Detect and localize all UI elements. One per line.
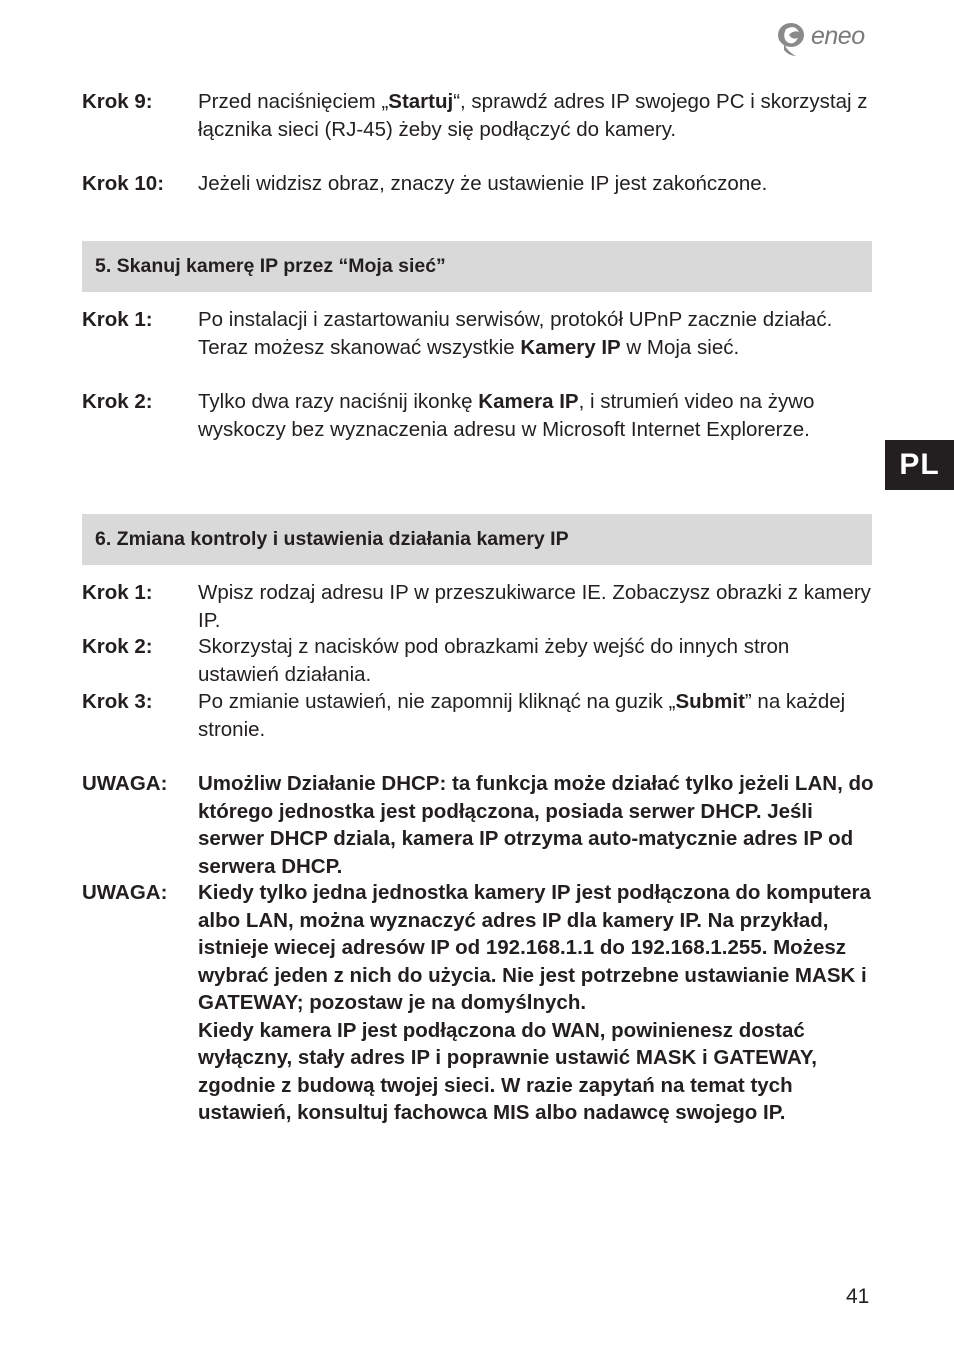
step-text: Skorzystaj z nacisków pod obrazkami żeby wejść do innych stron ustawień działania. (198, 635, 790, 686)
section5-step-2 (82, 388, 874, 443)
step-text: Jeżeli widzisz obraz, znaczy że ustawienie IP jest zakończone. (198, 172, 768, 195)
step-text: Przed naciśnięciem „Startuj“, sprawdź adres IP swojego PC i skorzystaj z łącznika sieci (RJ-45) żeby się podłączyć do kamery. (198, 90, 868, 141)
note-label: UWAGA: (82, 772, 168, 795)
note-2 (82, 879, 874, 1127)
step-label: Krok 3: (82, 690, 153, 713)
step-label: Krok 2: (82, 635, 153, 658)
section5-step-1 (82, 306, 874, 361)
note-text (198, 879, 874, 1127)
step-9 (82, 88, 874, 143)
step-label: Krok 1: (82, 581, 153, 604)
note-paragraph-2: Kiedy kamera IP jest podłączona do WAN, powinienesz dostać wyłączny, stały adres IP i poprawnie ustawić MASK i GATEWAY, zgodnie z budową twojej sieci. W razie zapytań na temat tych ustawień, konsultuj fachowca MIS albo nadawcę swojego IP. (198, 1018, 817, 1124)
note-1 (82, 770, 874, 880)
step-label: Krok 10: (82, 172, 165, 195)
section6-step-1 (82, 579, 874, 634)
step-label: Krok 1: (82, 308, 153, 331)
eneo-logo (776, 18, 876, 58)
section6-step-2 (82, 633, 874, 688)
step-text: Po instalacji i zastartowaniu serwisów, protokół UPnP zacznie działać. Teraz możesz skanować wszystkie Kamery IP w Moja sieć. (198, 308, 833, 359)
step-label: Krok 9: (82, 90, 153, 113)
step-text: Tylko dwa razy naciśnij ikonkę Kamera IP, i strumień video na żywo wyskoczy bez wyznaczenia adresu w Microsoft Internet Explorerze. (198, 390, 815, 441)
eneo-logo-icon (776, 20, 810, 58)
page-number: 41 (846, 1285, 870, 1308)
section-heading-6: 6. Zmiana kontroly i ustawienia działania kamery IP (82, 514, 872, 565)
step-10 (82, 170, 874, 198)
note-label: UWAGA: (82, 881, 168, 904)
note-paragraph-1: Kiedy tylko jedna jednostka kamery IP jest podłączona do komputera albo LAN, można wyznaczyć adres IP dla kamery IP. Na przykład, istnieje wiecej adresów IP od 192.168.1.1 do 192.168.1.255. Możesz wybrać jeden z nich do użycia. Nie jest potrzebne ustawianie MASK i GATEWAY; pozostaw je na domyślnych. (198, 881, 871, 1014)
step-text: Po zmianie ustawień, nie zapomnij kliknąć na guzik „Submit” na każdej stronie. (198, 690, 846, 741)
step-text: Wpisz rodzaj adresu IP w przeszukiwarce IE. Zobaczysz obrazki z kamery IP. (198, 581, 871, 632)
section-heading-5: 5. Skanuj kamerę IP przez “Moja sieć” (82, 241, 872, 292)
language-tab: PL (885, 440, 954, 490)
note-text: Umożliw Działanie DHCP: ta funkcja może działać tylko jeżeli LAN, do którego jednostka jest podłączona, posiada serwer DHCP. Jeśli serwer DHCP dziala, kamera IP otrzyma auto-matycznie adres IP od serwera DHCP. (198, 772, 874, 878)
section6-step-3 (82, 688, 874, 743)
logo-text: eneo (811, 22, 865, 50)
step-label: Krok 2: (82, 390, 153, 413)
